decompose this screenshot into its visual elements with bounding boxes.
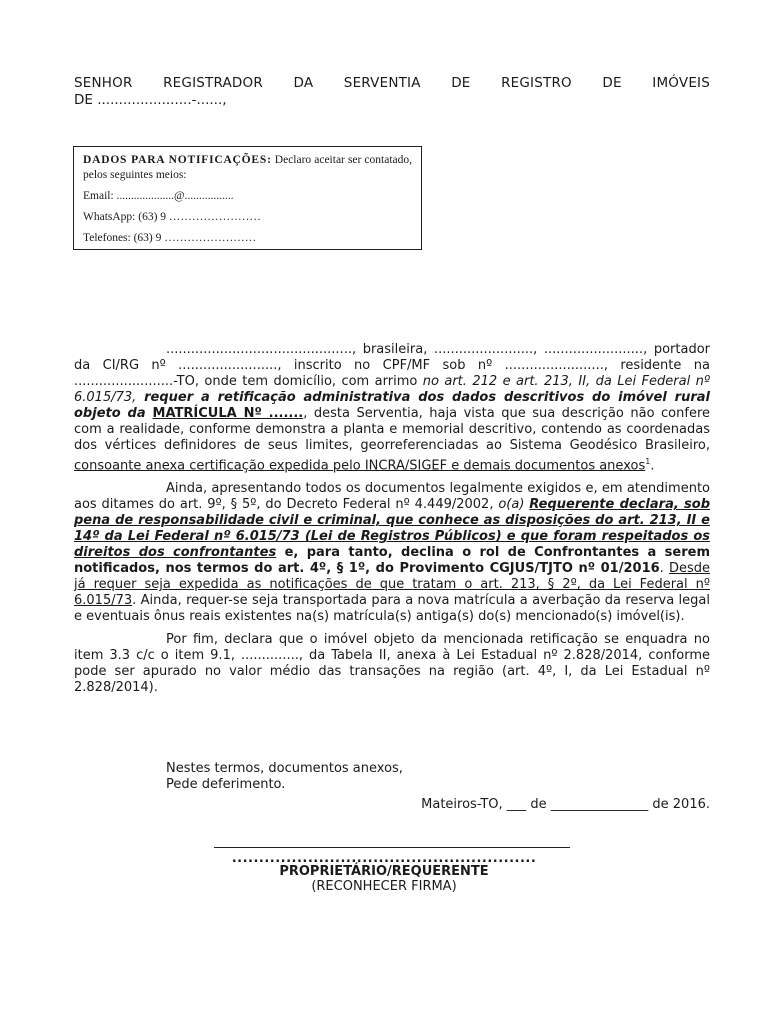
closing-line-1: Nestes termos, documentos anexos,	[166, 761, 403, 776]
signature-dots: ........................................................	[231, 851, 537, 866]
addressee-line-1: SENHOR REGISTRADOR DA SERVENTIA DE REGISTRO DE IMÓVEIS	[74, 75, 710, 91]
p2-declaration: Requerente declara, sob pena de responsabilidade civil e criminal, que conhece as disposições do art. 213, II e 14º da Lei Federal nº 6.015/73 (Lei de Registros Públicos) e que foram respeitados os direitos dos confrontantes	[74, 497, 711, 561]
p1-end: .	[650, 458, 655, 474]
signature-line	[214, 847, 570, 848]
whatsapp-line: WhatsApp: (63) 9 ……………………	[83, 211, 261, 223]
closing-block	[166, 761, 403, 793]
p2-sep: .	[659, 561, 669, 577]
signer-title: PROPRIETÁRIO/REQUERENTE	[279, 864, 489, 879]
signature-note: (RECONHECER FIRMA)	[311, 879, 457, 894]
footnote-marker: 1	[645, 457, 651, 466]
p2-oa: o(a)	[498, 497, 530, 513]
date-line: Mateiros-TO, ___ de _______________ de 2016.	[421, 797, 710, 812]
notification-box	[73, 146, 422, 250]
addressee-line-2: DE ......................-......,	[74, 92, 227, 108]
p1-description: , desta Serventia, haja vista que sua descrição não confere com a realidade, conforme demonstra a planta e memorial descritivo, contendo as coordenadas dos vértices definidores de seus limites, georreferenciadas ao Sistema Geodésico Brasileiro,	[74, 406, 710, 453]
p2-text: Ainda, apresentando todos os documentos legalmente exigidos e, em atendimento aos ditames do art. 9º, § 5º, do Decreto Federal nº 4.449/2002,	[74, 481, 710, 513]
paragraph-request	[74, 342, 710, 474]
request-body	[74, 342, 710, 696]
notification-intro-text: Declaro aceitar ser contatado, pelos seguintes meios:	[83, 154, 413, 181]
phones-line: Telefones: (63) 9 ……………………	[83, 232, 257, 244]
p2-confrontantes: e, para tanto, declina o rol de Confrontantes a serem notificados, nos termos do art. 4º, § 1º, do Provimento CGJUS/TJTO nº 01/2016	[74, 545, 710, 577]
p1-certification: consoante anexa certificação expedida pelo INCRA/SIGEF e demais documentos anexos	[74, 458, 646, 474]
closing-line-2: Pede deferimento.	[166, 777, 286, 792]
p1-legal-basis: no art. 212 e art. 213, II, da Lei Federal nº 6.015/73,	[74, 374, 710, 405]
p1-request: requer a retificação administrativa dos dados descritivos do imóvel rural objeto da	[74, 390, 710, 421]
email-line: Email: ....................@.................	[83, 190, 234, 202]
paragraph-classification: Por fim, declara que o imóvel objeto da mencionada retificação se enquadra no item 3.3 c/c o item 9.1, .............., da Tabela II, anexa à Lei Estadual nº 2.828/2014, conforme pode ser apurado no valor médio das transações na região (art. 4º, I, da Lei Estadual nº 2.828/2014).	[74, 632, 710, 696]
p1-text: ............................................., brasileira, ........................, ........................, portador da CI/RG nº ........................, inscrito no CPF/MF sob nº ........................, residente na ........................-TO, onde tem domicílio, com arrimo	[74, 342, 710, 389]
notification-intro	[83, 153, 412, 183]
p1-matricula: MATRÍCULA Nº .......	[152, 406, 304, 421]
p2-notifications: Desde já requer seja expedida as notificações de que tratam o art. 213, § 2º, da Lei Federal nº 6.015/73	[74, 561, 711, 609]
notification-title: DADOS PARA NOTIFICAÇÕES:	[83, 154, 272, 166]
paragraph-declaration	[74, 481, 710, 625]
p2-end: . Ainda, requer-se seja transportada para a nova matrícula a averbação da reserva legal e eventuais ônus reais existentes na(s) matrícula(s) antiga(s) do(s) mencionado(s) imóvel(is).	[74, 593, 710, 625]
